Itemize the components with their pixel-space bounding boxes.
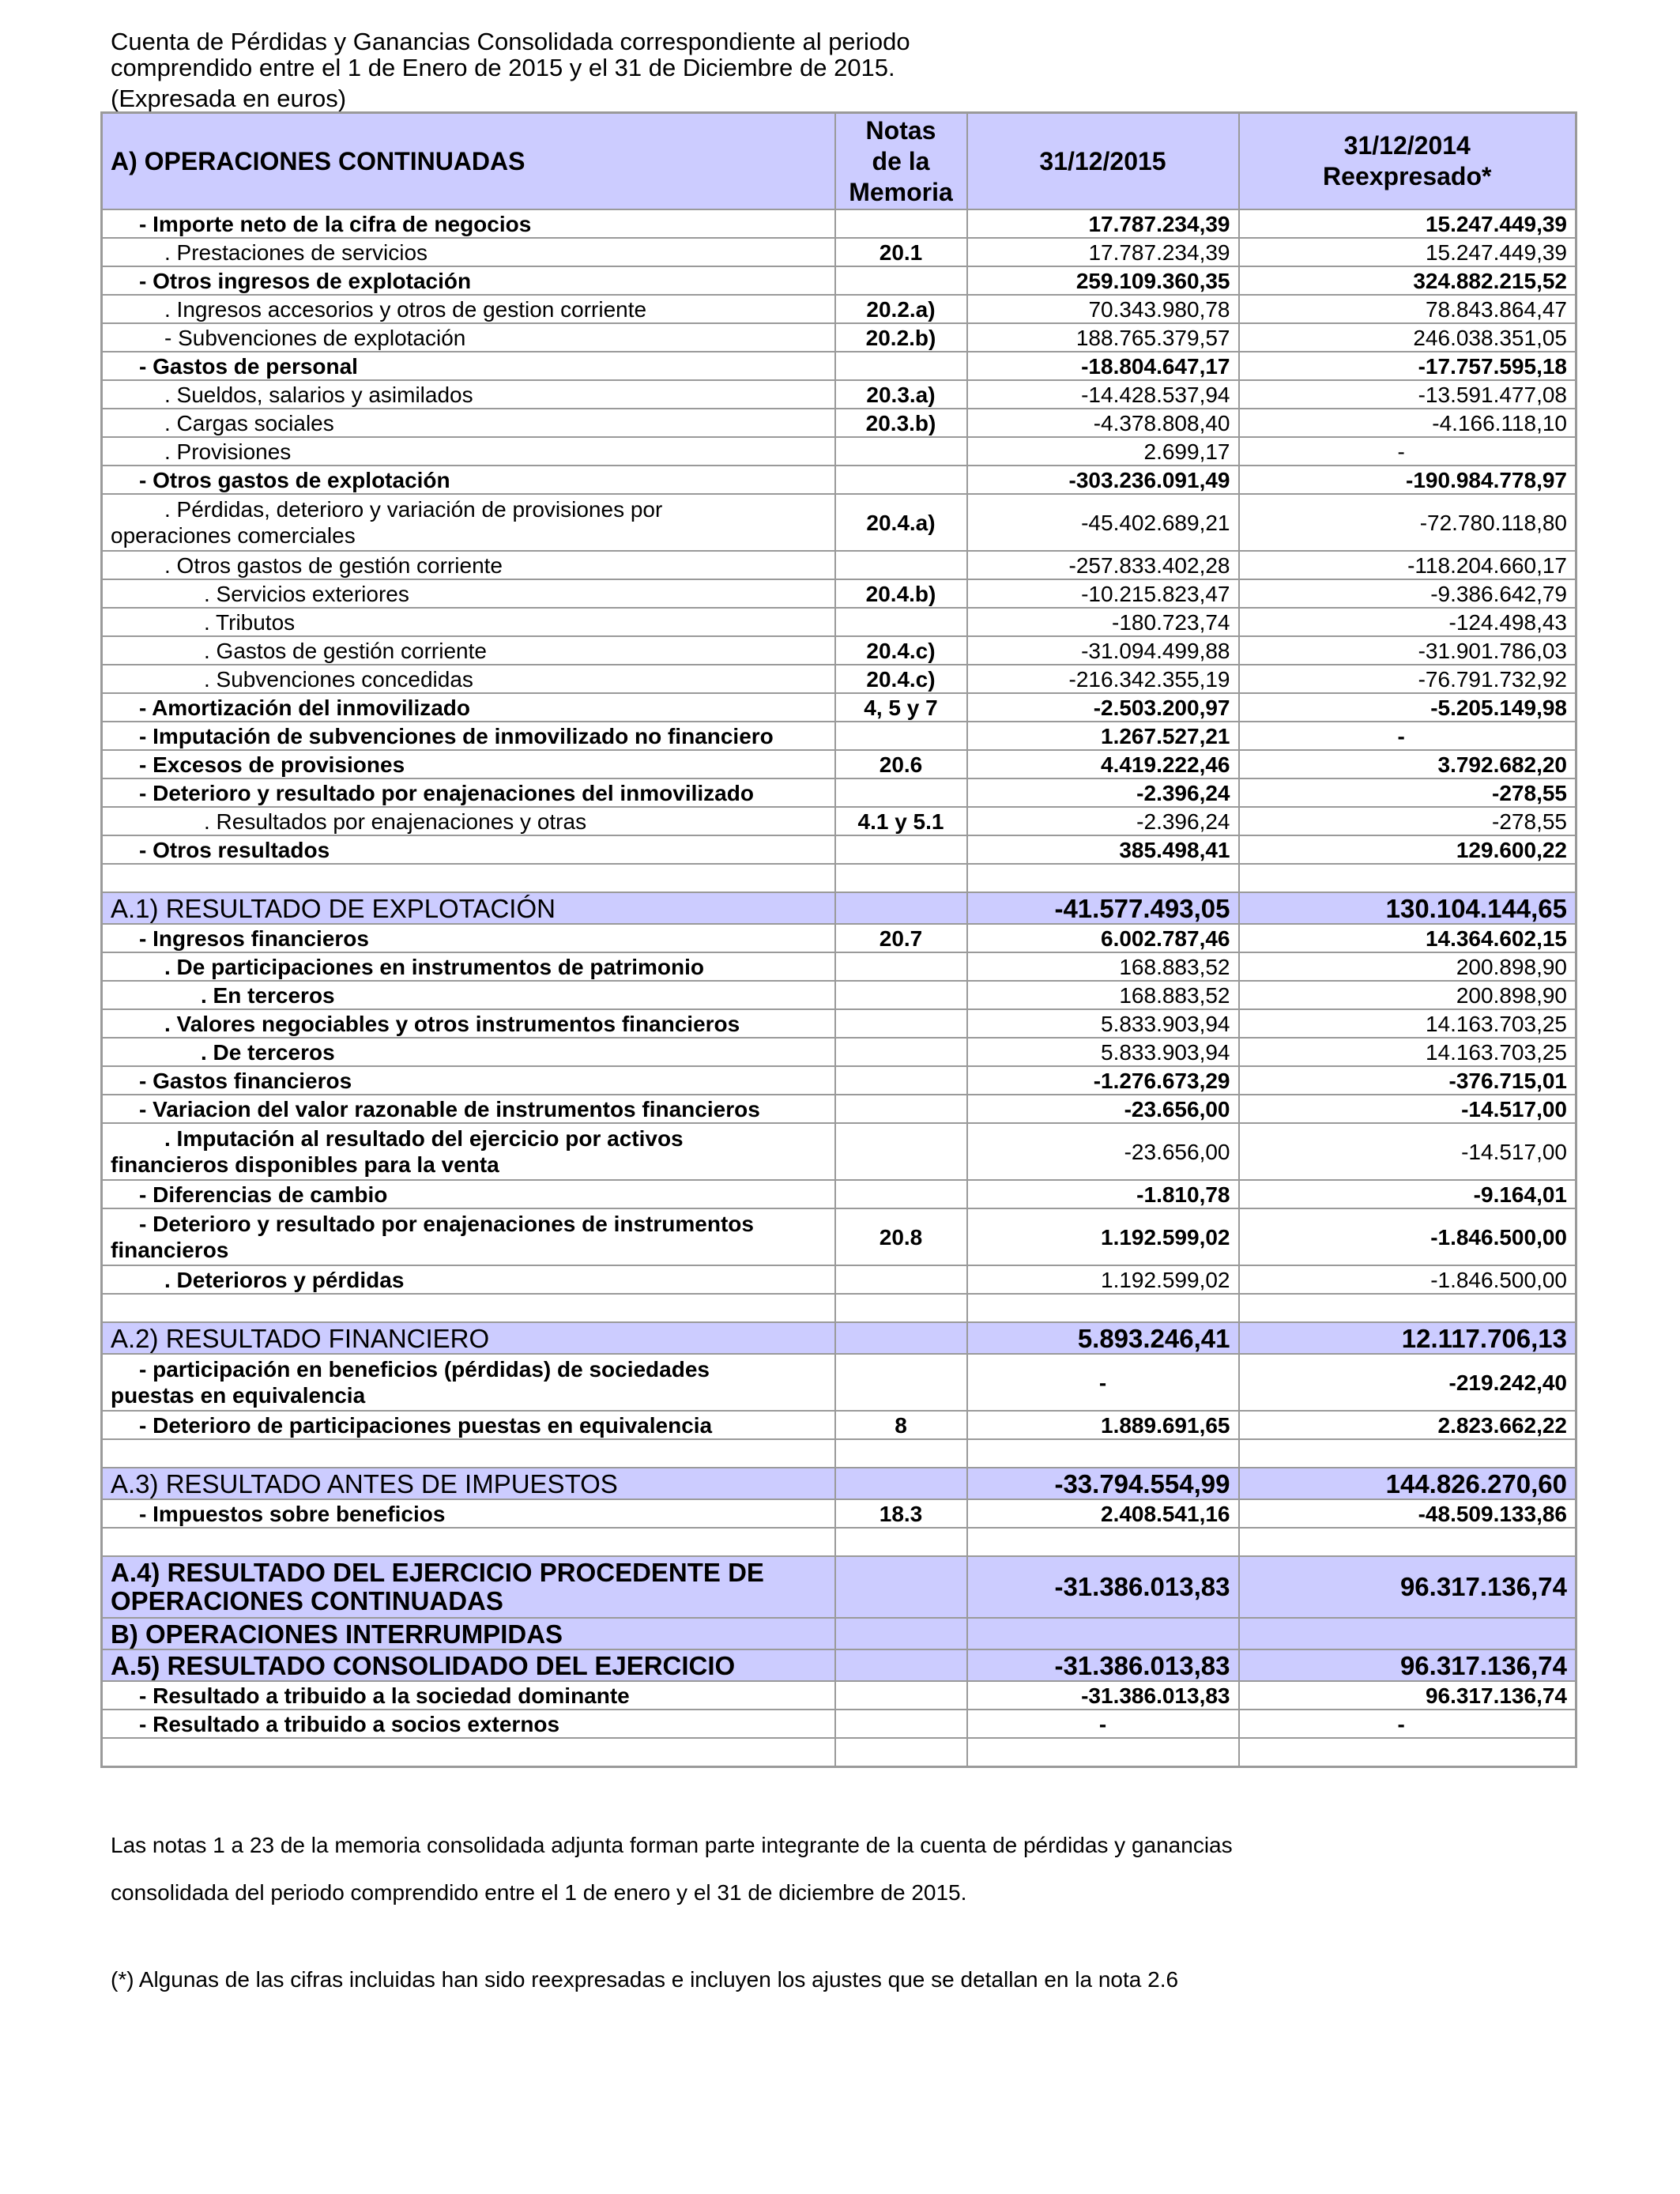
table-row: - Excesos de provisiones 20.6 4.419.222,46 3.792.682,20 xyxy=(102,750,1576,778)
table-row: - participación en beneficios (pérdidas) de sociedades puestas en equivalencia - -219.242,40 xyxy=(102,1354,1576,1411)
result-row-financiero: A.2) RESULTADO FINANCIERO 5.893.246,41 12.117.706,13 xyxy=(102,1322,1576,1354)
column-header-description: A) OPERACIONES CONTINUADAS xyxy=(102,113,835,210)
result-row-interrumpidas: B) OPERACIONES INTERRUMPIDAS xyxy=(102,1618,1576,1649)
result-row-ejercicio-continuadas: A.4) RESULTADO DEL EJERCICIO PROCEDENTE DE OPERACIONES CONTINUADAS -31.386.013,83 96.317.136,74 xyxy=(102,1556,1576,1618)
table-row-empty xyxy=(102,1528,1576,1556)
table-row-empty xyxy=(102,1294,1576,1322)
footer-note-line-1: Las notas 1 a 23 de la memoria consolidada adjunta forman parte integrante de la cuenta de pérdidas y ganancias xyxy=(111,1833,1233,1857)
table-row: - Importe neto de la cifra de negocios 17.787.234,39 15.247.449,39 xyxy=(102,209,1576,238)
table-row: - Subvenciones de explotación 20.2.b) 188.765.379,57 246.038.351,05 xyxy=(102,323,1576,352)
table-row: - Gastos de personal -18.804.647,17 -17.757.595,18 xyxy=(102,352,1576,380)
result-row-explotacion: A.1) RESULTADO DE EXPLOTACIÓN -41.577.493,05 130.104.144,65 xyxy=(102,892,1576,924)
statement-header xyxy=(111,27,910,113)
table-row: . Prestaciones de servicios 20.1 17.787.234,39 15.247.449,39 xyxy=(102,238,1576,266)
table-row: - Otros gastos de explotación -303.236.091,49 -190.984.778,97 xyxy=(102,466,1576,494)
table-row: - Otros resultados 385.498,41 129.600,22 xyxy=(102,835,1576,864)
table-row: . Valores negociables y otros instrumentos financieros 5.833.903,94 14.163.703,25 xyxy=(102,1009,1576,1038)
table-row: - Amortización del inmovilizado 4, 5 y 7 -2.503.200,97 -5.205.149,98 xyxy=(102,693,1576,722)
table-row: . Provisiones 2.699,17 - xyxy=(102,437,1576,466)
table-row: - Impuestos sobre beneficios 18.3 2.408.541,16 -48.509.133,86 xyxy=(102,1499,1576,1528)
table-row: . De terceros 5.833.903,94 14.163.703,25 xyxy=(102,1038,1576,1066)
table-row: - Otros ingresos de explotación 259.109.360,35 324.882.215,52 xyxy=(102,266,1576,295)
table-row: - Gastos financieros -1.276.673,29 -376.715,01 xyxy=(102,1066,1576,1095)
table-row: . En terceros 168.883,52 200.898,90 xyxy=(102,981,1576,1009)
table-row: . Pérdidas, deterioro y variación de provisiones por operaciones comerciales 20.4.a) -45.402.689,21 -72.780.118,80 xyxy=(102,494,1576,551)
result-row-consolidado: A.5) RESULTADO CONSOLIDADO DEL EJERCICIO -31.386.013,83 96.317.136,74 xyxy=(102,1649,1576,1681)
column-header-notes: Notas de la Memoria xyxy=(835,113,967,210)
header-line-1: Cuenta de Pérdidas y Ganancias Consolidada correspondiente al periodo xyxy=(111,28,910,55)
table-row: . Subvenciones concedidas 20.4.c) -216.342.355,19 -76.791.732,92 xyxy=(102,665,1576,693)
income-statement-table xyxy=(100,111,1577,1768)
table-row: - Resultado a tribuido a socios externos - - xyxy=(102,1710,1576,1738)
column-header-2014: 31/12/2014 Reexpresado* xyxy=(1239,113,1576,210)
table-row: - Deterioro de participaciones puestas en equivalencia 8 1.889.691,65 2.823.662,22 xyxy=(102,1411,1576,1439)
header-line-3: (Expresada en euros) xyxy=(111,85,347,112)
table-row-empty xyxy=(102,864,1576,892)
table-row: - Imputación de subvenciones de inmovilizado no financiero 1.267.527,21 - xyxy=(102,722,1576,750)
table-row: . Gastos de gestión corriente 20.4.c) -31.094.499,88 -31.901.786,03 xyxy=(102,636,1576,665)
table-row-empty xyxy=(102,1439,1576,1468)
result-row-antes-impuestos: A.3) RESULTADO ANTES DE IMPUESTOS -33.794.554,99 144.826.270,60 xyxy=(102,1468,1576,1499)
table-row: . Imputación al resultado del ejercicio por activos financieros disponibles para la venta -23.656,00 -14.517,00 xyxy=(102,1123,1576,1180)
table-row: . Sueldos, salarios y asimilados 20.3.a) -14.428.537,94 -13.591.477,08 xyxy=(102,380,1576,409)
table-header-row xyxy=(102,113,1576,210)
footer-note-line-2: consolidada del periodo comprendido entre el 1 de enero y el 31 de diciembre de 2015. xyxy=(111,1880,967,1905)
table-row: - Deterioro y resultado por enajenaciones de instrumentos financieros 20.8 1.192.599,02 -1.846.500,00 xyxy=(102,1208,1576,1265)
header-line-2: comprendido entre el 1 de Enero de 2015 y el 31 de Diciembre de 2015. xyxy=(111,54,895,81)
table-row: . Resultados por enajenaciones y otras 4.1 y 5.1 -2.396,24 -278,55 xyxy=(102,807,1576,835)
table-row-empty xyxy=(102,1738,1576,1767)
table-row: . Ingresos accesorios y otros de gestion corriente 20.2.a) 70.343.980,78 78.843.864,47 xyxy=(102,295,1576,323)
table-row: . Otros gastos de gestión corriente -257.833.402,28 -118.204.660,17 xyxy=(102,551,1576,579)
table-row: . Deterioros y pérdidas 1.192.599,02 -1.846.500,00 xyxy=(102,1265,1576,1294)
table-row: - Diferencias de cambio -1.810,78 -9.164,01 xyxy=(102,1180,1576,1208)
table-row: - Resultado a tribuido a la sociedad dominante -31.386.013,83 96.317.136,74 xyxy=(102,1681,1576,1710)
table-row: . Cargas sociales 20.3.b) -4.378.808,40 -4.166.118,10 xyxy=(102,409,1576,437)
table-row: . Servicios exteriores 20.4.b) -10.215.823,47 -9.386.642,79 xyxy=(102,579,1576,608)
table-row: - Ingresos financieros 20.7 6.002.787,46 14.364.602,15 xyxy=(102,924,1576,952)
table-row: - Deterioro y resultado por enajenaciones del inmovilizado -2.396,24 -278,55 xyxy=(102,778,1576,807)
column-header-2015: 31/12/2015 xyxy=(967,113,1239,210)
footer-restated-note: (*) Algunas de las cifras incluidas han sido reexpresadas e incluyen los ajustes que se detallan en la nota 2.6 xyxy=(111,1967,1179,1992)
table-row: . Tributos -180.723,74 -124.498,43 xyxy=(102,608,1576,636)
table-row: . De participaciones en instrumentos de patrimonio 168.883,52 200.898,90 xyxy=(102,952,1576,981)
table-row: - Variacion del valor razonable de instrumentos financieros -23.656,00 -14.517,00 xyxy=(102,1095,1576,1123)
